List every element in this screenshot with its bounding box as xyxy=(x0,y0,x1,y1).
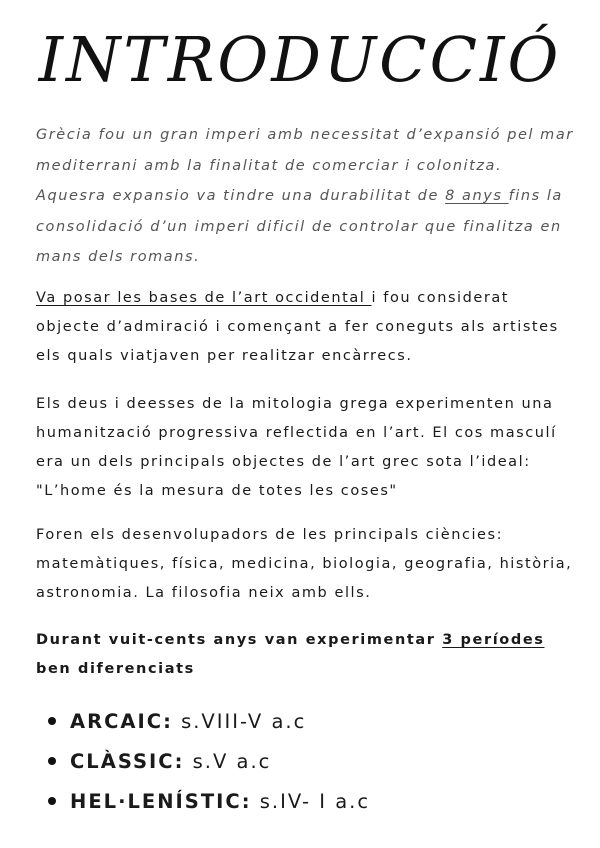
page-title: INTRODUCCIÓ xyxy=(38,23,562,96)
period-value: s.VIII-V a.c xyxy=(172,710,307,733)
periods-list xyxy=(36,702,576,822)
periods-intro-end: ben diferenciats xyxy=(36,661,195,677)
bullet-icon xyxy=(48,797,56,805)
list-item xyxy=(36,742,576,782)
art-foundations-underlined: Va posar les bases de l’art occidental xyxy=(36,290,372,306)
period-term: HEL·LENÍSTIC: xyxy=(70,790,252,813)
period-value: s.IV- I a.c xyxy=(251,790,371,813)
period-value: s.V a.c xyxy=(184,750,272,773)
list-item xyxy=(36,702,576,742)
periods-count-underlined: 3 períodes xyxy=(442,632,545,648)
intro-paragraph xyxy=(36,120,576,273)
intro-underlined-duration: 8 anys xyxy=(445,188,509,204)
art-foundations-text: i fou considerat objecte d’admiració i començant a fer coneguts als artistes els quals viatjaven per realitzar encàrrecs. xyxy=(36,290,559,364)
period-term: ARCAIC: xyxy=(70,710,173,733)
period-term: CLÀSSIC: xyxy=(70,750,185,773)
art-foundations-paragraph xyxy=(36,284,576,371)
periods-intro-start: Durant vuit-cents anys van experimentar xyxy=(36,632,443,648)
list-item xyxy=(36,782,576,822)
sciences-paragraph: Foren els desenvolupadors de les principals ciències: matemàtiques, física, medicina, biologia, geografia, història, astronomia. La filosofia neix amb ells. xyxy=(36,527,573,601)
mythology-paragraph: Els deus i deesses de la mitologia grega experimenten una humanització progressiva reflectida en l’art. El cos masculí era un dels principals objectes de l’art grec sota l’ideal: "L’home és la mesura de totes les coses" xyxy=(36,396,557,499)
intro-text-end: fins la consolidació d’un imperi dificil de controlar que finalitza en mans dels romans. xyxy=(36,188,563,265)
bullet-icon xyxy=(48,717,56,725)
intro-text-start: Grècia fou un gran imperi amb necessitat d’expansió pel mar mediterrani amb la finalitat de comerciar i colonitza. Aquesra expansio va tindre una durabilitat de xyxy=(36,127,574,204)
periods-intro-paragraph xyxy=(36,626,576,684)
bullet-icon xyxy=(48,757,56,765)
